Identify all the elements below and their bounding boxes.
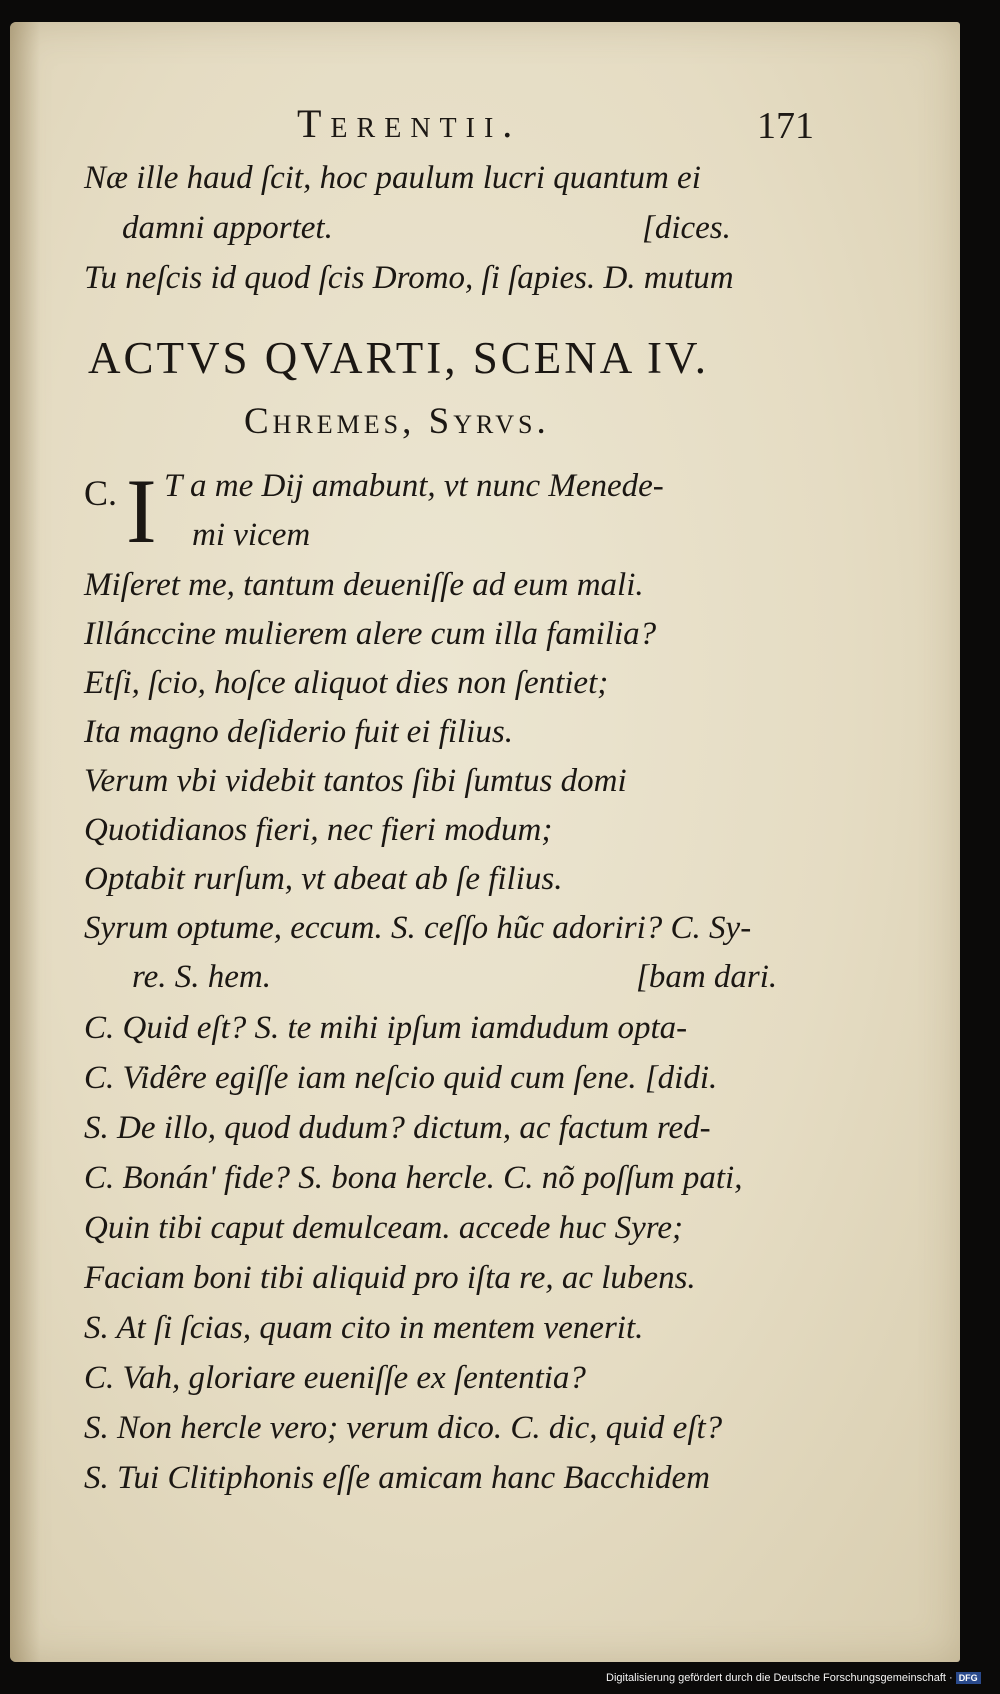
verse-line-16: C. Vidêre egiſſe iam neſcio quid cum ſene. [didi.: [84, 1060, 718, 1096]
verse-line-22: C. Vah, gloriare eueniſſe ex ſententia?: [84, 1360, 586, 1396]
verse-line-3: Tu neſcis id quod ſcis Dromo, ſi ſapies. D. mutum: [84, 260, 734, 296]
verse-line-18: C. Bonán' fide? S. bona hercle. C. nõ poſſum pati,: [84, 1160, 743, 1196]
verse-line-14b: [bam dari.: [636, 959, 778, 995]
verse-line-2b: [dices.: [642, 210, 731, 246]
verse-line-20: Faciam boni tibi aliquid pro iſta re, ac lubens.: [84, 1260, 696, 1296]
verse-line-8: Etſi, ſcio, hoſce aliquot dies non ſentiet;: [84, 665, 609, 701]
scene-speakers: Chremes, Syrvs.: [244, 401, 550, 442]
verse-line-10: Verum vbi videbit tantos ſibi ſumtus domi: [84, 763, 627, 799]
page-number: 171: [757, 105, 814, 147]
verse-line-11: Quotidianos fieri, nec fieri modum;: [84, 812, 553, 848]
dfg-logo: DFG: [956, 1672, 981, 1684]
verse-line-21: S. At ſi ſcias, quam cito in mentem venerit.: [84, 1310, 644, 1346]
verse-line-4: T a me Dij amabunt, vt nunc Menede-: [164, 468, 664, 504]
drop-initial: I: [126, 460, 157, 562]
verse-line-15: C. Quid eſt? S. te mihi ipſum iamdudum opta-: [84, 1010, 688, 1046]
verse-line-14a: re. S. hem.: [132, 959, 271, 995]
speaker-prefix: C.: [84, 473, 118, 513]
verse-line-6: Miſeret me, tantum deueniſſe ad eum mali.: [84, 567, 644, 603]
verse-line-23: S. Non hercle vero; verum dico. C. dic, quid eſt?: [84, 1410, 723, 1446]
verse-line-12: Optabit rurſum, vt abeat ab ſe filius.: [84, 861, 563, 897]
running-head: Terentii.: [297, 101, 522, 146]
verse-line-5: mi vicem: [192, 517, 311, 553]
verse-line-17: S. De illo, quod dudum? dictum, ac factum red-: [84, 1110, 711, 1146]
verse-line-9: Ita magno deſiderio fuit ei filius.: [84, 714, 513, 750]
scene-title: ACTVS QVARTI, SCENA IV.: [88, 333, 709, 383]
page-gutter-shadow: [10, 22, 40, 1662]
verse-line-19: Quin tibi caput demulceam. accede huc Syre;: [84, 1210, 683, 1246]
verse-line-7: Illánccine mulierem alere cum illa familia?: [84, 616, 657, 652]
verse-line-24: S. Tui Clitiphonis eſſe amicam hanc Bacchidem: [84, 1460, 711, 1496]
book-page: [10, 22, 960, 1662]
digitization-credit: [606, 1672, 981, 1684]
verse-line-13: Syrum optume, eccum. S. ceſſo hũc adoriri? C. Sy-: [84, 910, 752, 946]
verse-line-2a: damni apportet.: [122, 210, 333, 246]
page-header: [10, 82, 960, 147]
verse-line-1: Næ ille haud ſcit, hoc paulum lucri quantum ei: [84, 160, 701, 196]
credit-text: Digitalisierung gefördert durch die Deutsche Forschungsgemeinschaft ·: [606, 1672, 953, 1684]
